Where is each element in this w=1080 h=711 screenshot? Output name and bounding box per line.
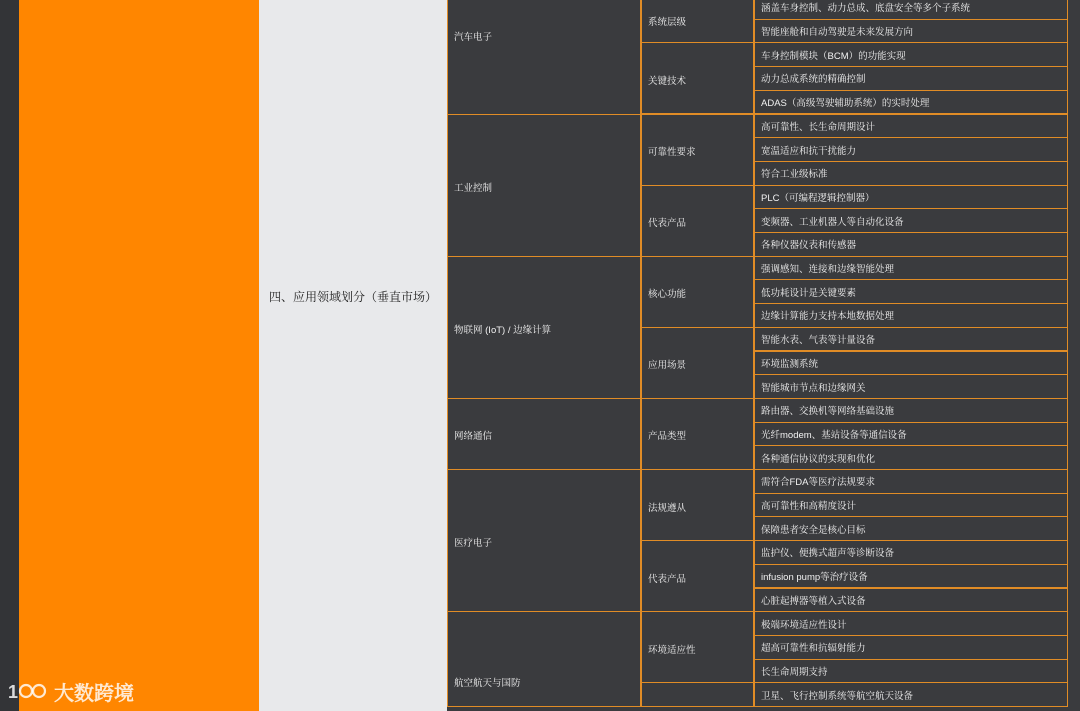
item-row [754,422,1068,447]
subcategory-label: 可靠性要求 [648,147,696,159]
item-row [754,659,1068,684]
item-row [754,564,1068,589]
subcategory-block [641,398,754,470]
section-title: 四、应用领域划分（垂直市场） [269,290,438,304]
domain-label: 网络通信 [454,431,493,443]
subcategory-block [641,327,754,399]
item-label: 智能城市节点和边缘网关 [761,382,866,394]
item-label: 路由器、交换机等网络基础设施 [761,406,895,418]
item-label: 边缘计算能力支持本地数据处理 [761,311,895,323]
subcategory-label: 产品类型 [648,431,687,443]
item-label: 涵盖车身控制、动力总成、底盘安全等多个子系统 [761,3,971,15]
item-row [754,493,1068,518]
item-label: 高可靠性、长生命周期设计 [761,121,876,133]
subcategory-label: 法规遵从 [648,502,687,514]
domain-block [447,469,641,612]
item-row [754,161,1068,186]
item-row [754,398,1068,423]
item-row [754,682,1068,707]
subcategory-block [641,0,754,43]
item-row [754,66,1068,91]
domain-block [447,0,641,115]
subcategory-label: 关键技术 [648,75,687,87]
domain-label: 物联网 (IoT) / 边缘计算 [454,324,552,336]
subcategory-block [641,540,754,612]
item-row [754,0,1068,20]
item-label: 需符合FDA等医疗法规要求 [761,477,876,489]
item-label: 动力总成系统的精确控制 [761,74,866,86]
subcategory-block [641,42,754,114]
item-label: 卫星、飞行控制系统等航空航天设备 [761,690,914,702]
item-row [754,19,1068,44]
subcategory-label: 代表产品 [648,218,687,230]
subcategory-block [641,611,754,683]
item-row [754,588,1068,613]
watermark [8,676,134,706]
item-row [754,374,1068,399]
subcategory-label: 系统层级 [648,16,687,28]
subcategory-block [641,185,754,257]
item-row [754,635,1068,660]
subcategory-label: 核心功能 [648,289,687,301]
item-label: 监护仪、便携式超声等诊断设备 [761,548,895,560]
item-row [754,137,1068,162]
subcategory-label: 应用场景 [648,360,687,372]
item-label: 环境监测系统 [761,358,819,370]
item-label: 长生命周期支持 [761,666,828,678]
item-label: 车身控制模块（BCM）的功能实现 [761,50,906,62]
item-label: 智能座舱和自动驾驶是未来发展方向 [761,27,914,39]
item-label: infusion pump等治疗设备 [761,572,868,584]
item-row [754,256,1068,281]
item-row [754,327,1068,352]
item-row [754,279,1068,304]
domain-label: 汽车电子 [454,32,493,44]
left-edge-strip [0,0,19,711]
item-label: 保障患者安全是核心目标 [761,524,866,536]
domain-label: 航空航天与国防 [454,678,521,690]
item-label: 超高可靠性和抗辐射能力 [761,643,866,655]
item-row [754,540,1068,565]
item-label: PLC（可编程逻辑控制器） [761,192,875,204]
item-label: 宽温适应和抗干扰能力 [761,145,857,157]
item-label: 符合工业级标准 [761,169,828,181]
item-label: 各种通信协议的实现和优化 [761,453,876,465]
subcategory-label: 环境适应性 [648,644,696,656]
item-row [754,351,1068,376]
item-row [754,42,1068,67]
item-row [754,90,1068,115]
domain-grid [447,0,1068,711]
subcategory-block [641,114,754,186]
section-column [259,0,447,711]
subcategory-block [641,469,754,541]
item-row [754,303,1068,328]
domain-block [447,114,641,257]
subcategory-label: 代表产品 [648,573,687,585]
item-row [754,445,1068,470]
item-label: 变频器、工业机器人等自动化设备 [761,216,904,228]
root-branch-column [19,0,259,711]
domain-block [447,611,641,707]
subcategory-block [641,682,754,707]
item-row [754,611,1068,636]
domain-label: 工业控制 [454,182,493,194]
item-label: 智能水表、气表等计量设备 [761,335,876,347]
item-label: 心脏起搏器等植入式设备 [761,595,866,607]
item-label: 高可靠性和高精度设计 [761,501,857,513]
item-label: 各种仪器仪表和传感器 [761,240,857,252]
domain-block [447,398,641,470]
item-row [754,208,1068,233]
domain-label: 医疗电子 [454,538,493,550]
domain-block [447,256,641,399]
item-row [754,469,1068,494]
item-label: 低功耗设计是关键要素 [761,287,857,299]
subcategory-block [641,256,754,328]
brand-logo-icon [8,678,48,704]
item-label: 强调感知、连接和边缘智能处理 [761,264,895,276]
item-row [754,114,1068,139]
item-row [754,185,1068,210]
item-row [754,232,1068,257]
item-row [754,516,1068,541]
item-label: 极端环境适应性设计 [761,619,847,631]
watermark-text: 大数跨境 [54,682,134,705]
svg-text:1: 1 [8,682,19,702]
right-edge-strip [1068,0,1080,711]
item-label: 光纤modem、基站设备等通信设备 [761,429,907,441]
item-label: ADAS（高级驾驶辅助系统）的实时处理 [761,98,930,110]
